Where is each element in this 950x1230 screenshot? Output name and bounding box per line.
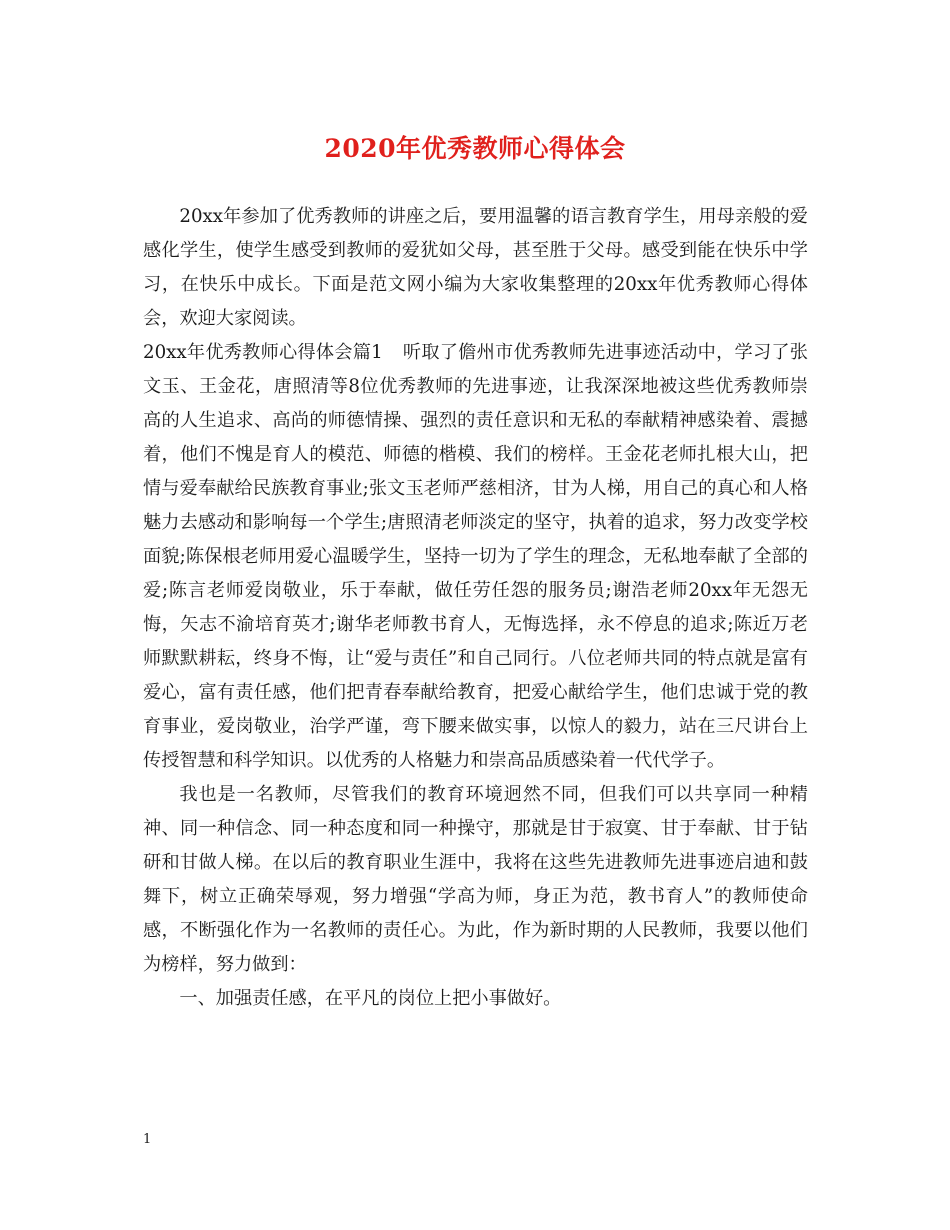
page-number: 1	[143, 1132, 152, 1147]
section-heading: 20xx年优秀教师心得体会篇1	[143, 342, 383, 363]
document-title: 2020年优秀教师心得体会	[324, 134, 626, 163]
paragraph-2: 我也是一名教师，尽管我们的教育环境迥然不同，但我们可以共享同一种精神、同一种信念、同一种态度和同一种操守，那就是甘于寂寞、甘于奉献、甘于钻研和甘做人梯。在以后的教育职业生涯中，我将在这些先进教师先进事迹启迪和鼓舞下，树立正确荣辱观，努力增强“学高为师，身正为范，教书育人”的教师使命感，不断强化作为一名教师的责任心。为此，作为新时期的人民教师，我要以他们为榜样，努力做到：	[143, 784, 808, 975]
intro-paragraph: 20xx年参加了优秀教师的讲座之后，要用温馨的语言教育学生，用母亲般的爱感化学生，使学生感受到教师的爱犹如父母，甚至胜于父母。感受到能在快乐中学习，在快乐中成长。下面是范文网小编为大家收集整理的20xx年优秀教师心得体会，欢迎大家阅读。	[143, 206, 808, 329]
document-body	[143, 200, 808, 1016]
paragraph-3: 一、加强责任感，在平凡的岗位上把小事做好。	[179, 988, 562, 1009]
section-paragraph	[143, 336, 808, 778]
section-body-text: 听取了儋州市优秀教师先进事迹活动中，学习了张文玉、王金花，唐照清等8位优秀教师的先进事迹，让我深深地被这些优秀教师崇高的人生追求、高尚的师德情操、强烈的责任意识和无私的奉献精神感染着、震撼着，他们不愧是育人的模范、师德的楷模、我们的榜样。王金花老师扎根大山，把情与爱奉献给民族教育事业;张文玉老师严慈相济，甘为人梯，用自己的真心和人格魅力去感动和影响每一个学生;唐照清老师淡定的坚守，执着的追求，努力改变学校面貌;陈保根老师用爱心温暖学生，坚持一切为了学生的理念，无私地奉献了全部的爱;陈言老师爱岗敬业，乐于奉献，做任劳任怨的服务员;谢浩老师20xx年无怨无悔，矢志不渝培育英才;谢华老师教书育人，无悔选择，永不停息的追求;陈近万老师默默耕耘，终身不悔，让“爱与责任”和自己同行。八位老师共同的特点就是富有爱心，富有责任感，他们把青春奉献给教育，把爱心献给学生，他们忠诚于党的教育事业，爱岗敬业，治学严谨，弯下腰来做实事，以惊人的毅力，站在三尺讲台上传授智慧和科学知识。以优秀的人格魅力和崇高品质感染着一代代学子。	[143, 342, 808, 771]
